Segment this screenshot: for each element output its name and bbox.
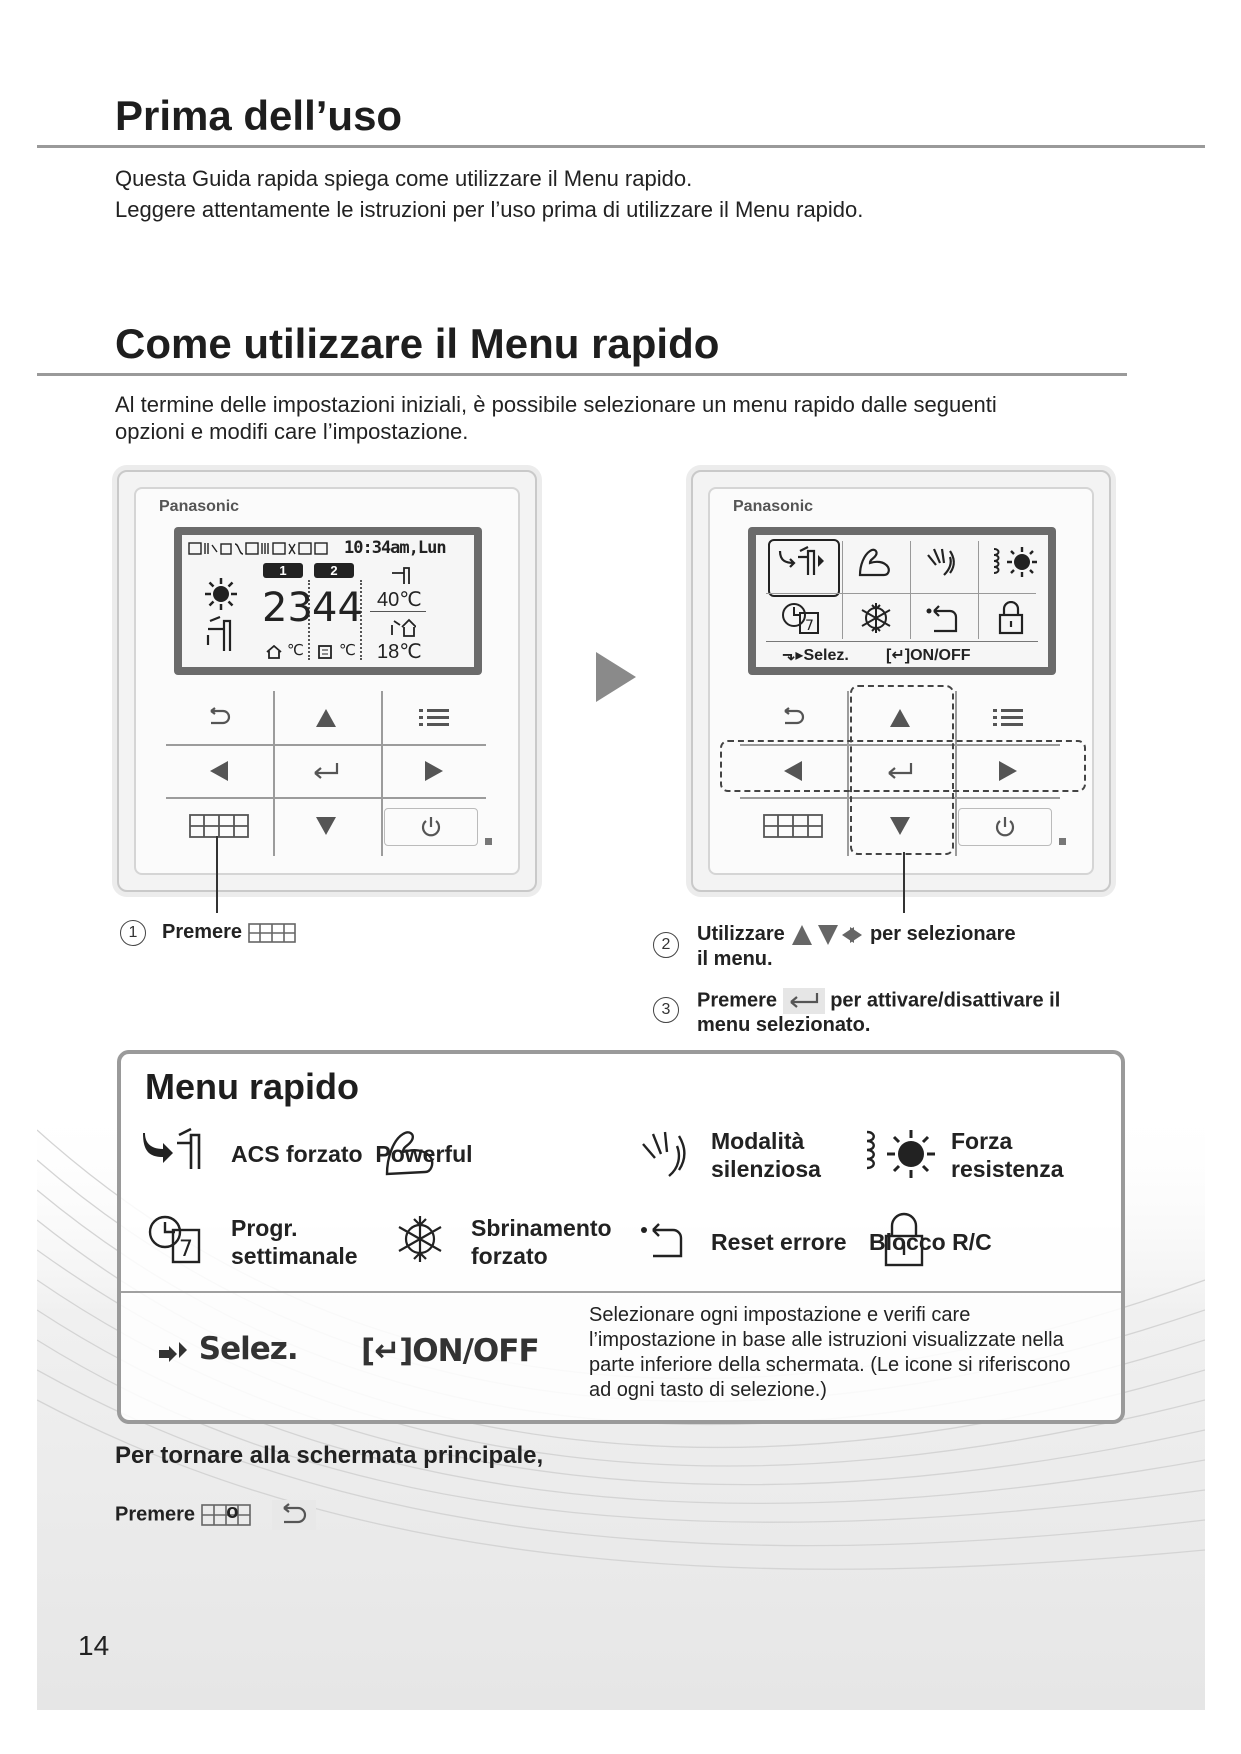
grid-line [978,541,979,639]
intro-line-1: Questa Guida rapida spiega come utilizzare il Menu rapido. [115,166,693,191]
zone-2-unit: ℃ [339,642,356,659]
up-button[interactable] [276,693,376,743]
left-button[interactable] [169,746,269,796]
weekly-timer-label-1: Progr. [231,1215,298,1241]
callout-line [216,836,218,913]
back-button[interactable] [169,693,269,743]
next-arrow-icon [594,650,638,709]
keypad-line [273,691,275,856]
select-guide [155,1331,298,1367]
dhw-force-icon [143,1127,213,1178]
page-number: 14 [78,1630,110,1661]
indicator-dot [485,838,492,845]
weekly-timer-icon [782,601,822,640]
zone-1-unit: ℃ [287,642,304,659]
tap-water-icon [204,615,240,660]
step-2-text [697,922,1016,947]
step-2-label-a: Utilizzare [697,923,785,945]
step-3-text [697,988,1060,1014]
powerful-icon [856,545,896,584]
tank-mini-icon [318,645,332,664]
zone-1-temperature: 23 [262,585,313,631]
lcd-select-label: Selez. [803,647,849,664]
return-or: o [226,1501,239,1524]
howto-line-2: opzioni e modifi care l’impostazione. [115,419,469,444]
return-label: Premere [115,1503,196,1526]
select-arrow-icon [155,1336,189,1366]
outdoor-temperature: 18℃ [377,641,422,663]
power-button[interactable] [958,808,1052,846]
svg-text:7: 7 [805,618,814,634]
select-arrow-icon: ⬎▸ [782,647,804,664]
house-mini-icon [266,645,282,664]
step-2-text-line2: il menu. [697,948,773,970]
section-title-quick-menu: Come utilizzare il Menu rapido [115,320,720,367]
force-defrost-icon [856,601,896,640]
brand-logo: Panasonic [159,498,240,515]
zone-2-temperature: 44 [312,585,363,631]
down-button[interactable] [276,801,376,851]
arrow-keys-icon [790,923,864,947]
temp-separator [370,611,426,612]
intro-line-2: Leggere attentamente le istruzioni per l’uso prima di utilizzare il Menu rapido. [115,197,864,222]
step-1-number: 1 [120,920,146,946]
quiet-mode-icon [639,1128,697,1185]
remote-controller-right [691,470,1111,892]
dhw-force-label: ACS forzato Powerful [231,1141,473,1167]
step-3-label-a: Premere [697,989,778,1012]
zone-1-tag: 1 [263,563,303,578]
step-2-label-b: per selezionare [869,923,1016,945]
enter-button[interactable] [276,746,376,796]
force-defrost-label-2: forzato [471,1243,548,1269]
quiet-mode-label-2: silenziosa [711,1156,821,1182]
enter-key-icon [783,988,825,1014]
force-defrost-icon [391,1214,449,1269]
lcd-footer-onoff: [↵]ON/OFF [886,647,971,664]
remote-controller-left [117,470,537,892]
select-guide-label: Selez. [198,1331,298,1367]
error-reset-label: Reset errore [711,1229,847,1255]
menu-button[interactable] [958,693,1058,743]
title-rule [37,373,1127,376]
section-title-before-use: Prima dell’uso [115,92,403,139]
step-1-label: Premere [162,921,243,943]
brand-logo: Panasonic [733,498,814,515]
lcd-screen [174,527,482,675]
error-reset-icon [639,1218,689,1267]
step-1-text [162,920,296,945]
callout-line [903,852,905,913]
grid-line [910,541,911,639]
selection-note: Selezionare ogni impostazione e verifi care l’impostazione in base alle istruzioni visualizzate nella parte inferiore della schermata. (Le icone si riferiscono ad ogni tasto di selezione.) [589,1304,1071,1401]
status-icons-row [188,541,338,557]
powerful-icon [381,1126,437,1183]
force-heater-label-1: Forza [951,1128,1013,1154]
onoff-guide: [↵]ON/OFF [361,1333,539,1369]
title-rule [37,145,1205,148]
return-title: Per tornare alla schermata principale, [115,1442,544,1469]
quick-menu-box [117,1050,1125,1424]
clock-display: 10:34am,Lun [344,538,446,558]
box-divider [121,1291,1121,1293]
force-heater-label-2: resistenza [951,1156,1064,1182]
return-instruction [115,1500,316,1530]
step-2-number: 2 [653,932,679,958]
weekly-timer-icon [147,1212,207,1271]
back-key-icon [272,1500,316,1530]
indicator-dot [1059,838,1066,845]
force-heater-icon [859,1126,943,1187]
howto-line-1: Al termine delle impostazioni iniziali, è possibile selezionare un menu rapido dalle seguenti [115,392,997,417]
lock-label: Blocco R/C [869,1229,992,1255]
step-3-number: 3 [653,997,679,1023]
force-defrost-label-1: Sbrinamento [471,1215,612,1241]
lock-icon [996,601,1026,640]
step-3-label-b: per attivare/disattivare il [830,989,1061,1012]
error-reset-icon [926,601,962,640]
tank-temperature: 40℃ [377,589,422,611]
svg-text:7: 7 [179,1237,193,1262]
lcd-footer-line [766,641,1038,642]
lcd-display [182,535,474,667]
menu-button[interactable] [384,693,484,743]
step-3-text-line2: menu selezionato. [697,1014,871,1036]
lcd-footer-select [782,645,849,665]
quick-menu-button[interactable] [169,801,269,851]
zone-2-tag: 2 [314,563,354,578]
lcd-display [756,535,1048,667]
back-button[interactable] [743,693,843,743]
quiet-mode-label-1: Modalità [711,1128,805,1154]
grid-line [766,593,1036,594]
keypad-line [166,797,486,799]
weekly-timer-label-2: settimanale [231,1243,358,1269]
sun-icon [204,577,238,616]
force-heater-icon [988,545,1038,584]
quick-menu-button[interactable] [743,801,843,851]
grid-line [842,541,843,639]
quick-menu-title: Menu rapido [145,1066,359,1107]
keypad [166,691,486,856]
power-button[interactable] [384,808,478,846]
keypad-line [381,691,383,856]
dhw-force-icon [778,545,826,582]
quick-menu-key-icon [248,923,296,943]
lcd-screen [748,527,1056,675]
quiet-mode-icon [924,545,964,584]
leftright-highlight [720,740,1086,792]
right-button[interactable] [384,746,484,796]
